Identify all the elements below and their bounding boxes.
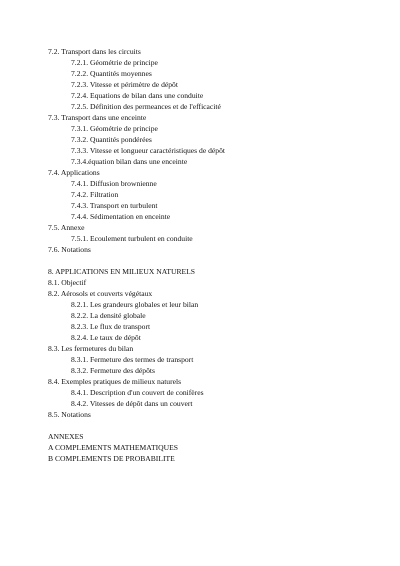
toc-subsection-entry: 8.2.1. Les grandeurs globales et leur bilan bbox=[71, 300, 199, 309]
section-spacer bbox=[48, 255, 388, 266]
toc-subsection-entry: 7.2.5. Définition des permeances et de l'efficacité bbox=[71, 102, 221, 111]
toc-subsection-entry: 7.4.3. Transport en turbulent bbox=[71, 201, 158, 210]
toc-subsection-entry: 8.4.1. Description d'un couvert de conifères bbox=[71, 388, 204, 397]
toc-section-entry: 7.5. Annexe bbox=[48, 223, 85, 232]
toc-subsection-entry: 8.3.1. Fermeture des termes de transport bbox=[71, 355, 194, 364]
toc-block bbox=[48, 266, 388, 420]
toc-section-entry: 8.3. Les fermetures du bilan bbox=[48, 344, 134, 353]
toc-block bbox=[48, 431, 388, 464]
toc-section-entry: 8.5. Notations bbox=[48, 410, 91, 419]
toc-subsection-entry: 7.3.3. Vitesse et longueur caractéristiques de dépôt bbox=[71, 146, 225, 155]
table-of-contents bbox=[48, 46, 388, 464]
toc-section-entry: 7.2. Transport dans les circuits bbox=[48, 47, 141, 56]
toc-subsection-entry: 7.3.1. Géométrie de principe bbox=[71, 124, 158, 133]
toc-section-entry: 8. APPLICATIONS EN MILIEUX NATURELS bbox=[48, 267, 196, 276]
toc-section-entry: 7.3. Transport dans une enceinte bbox=[48, 113, 147, 122]
toc-subsection-entry: 7.3.2. Quantités pondérées bbox=[71, 135, 152, 144]
toc-subsection-entry: 7.4.2. Filtration bbox=[71, 190, 119, 199]
toc-subsection-entry: 7.2.2. Quantités moyennes bbox=[71, 69, 152, 78]
toc-subsection-entry: 8.4.2. Vitesses de dépôt dans un couvert bbox=[71, 399, 193, 408]
toc-subsection-entry: 7.2.1. Géométrie de principe bbox=[71, 58, 158, 67]
toc-subsection-entry: 7.2.3. Vitesse et périmètre de dépôt bbox=[71, 80, 178, 89]
toc-section-entry: 8.1. Objectif bbox=[48, 278, 87, 287]
toc-subsection-entry: 8.3.2. Fermeture des dépôts bbox=[71, 366, 155, 375]
toc-subsection-entry: 8.2.3. Le flux de transport bbox=[71, 322, 151, 331]
toc-subsection-entry: 7.3.4.équation bilan dans une enceinte bbox=[71, 157, 188, 166]
section-spacer bbox=[48, 420, 388, 431]
toc-subsection-entry: 7.4.4. Sédimentation en enceinte bbox=[71, 212, 171, 221]
toc-section-entry: B COMPLEMENTS DE PROBABILITE bbox=[48, 454, 175, 463]
toc-subsection-entry: 7.5.1. Ecoulement turbulent en conduite bbox=[71, 234, 193, 243]
toc-section-entry: 7.6. Notations bbox=[48, 245, 91, 254]
toc-section-entry: A COMPLEMENTS MATHEMATIQUES bbox=[48, 443, 178, 452]
toc-section-entry: 7.4. Applications bbox=[48, 168, 100, 177]
toc-subsection-entry: 8.2.4. Le taux de dépôt bbox=[71, 333, 141, 342]
toc-subsection-entry: 8.2.2. La densité globale bbox=[71, 311, 146, 320]
toc-section-entry: 8.4. Exemples pratiques de milieux naturels bbox=[48, 377, 182, 386]
toc-block bbox=[48, 46, 388, 255]
toc-subsection-entry: 7.2.4. Equations de bilan dans une conduite bbox=[71, 91, 204, 100]
toc-section-entry: ANNEXES bbox=[48, 432, 84, 441]
toc-section-entry: 8.2. Aérosols et couverts végétaux bbox=[48, 289, 153, 298]
toc-subsection-entry: 7.4.1. Diffusion brownienne bbox=[71, 179, 157, 188]
